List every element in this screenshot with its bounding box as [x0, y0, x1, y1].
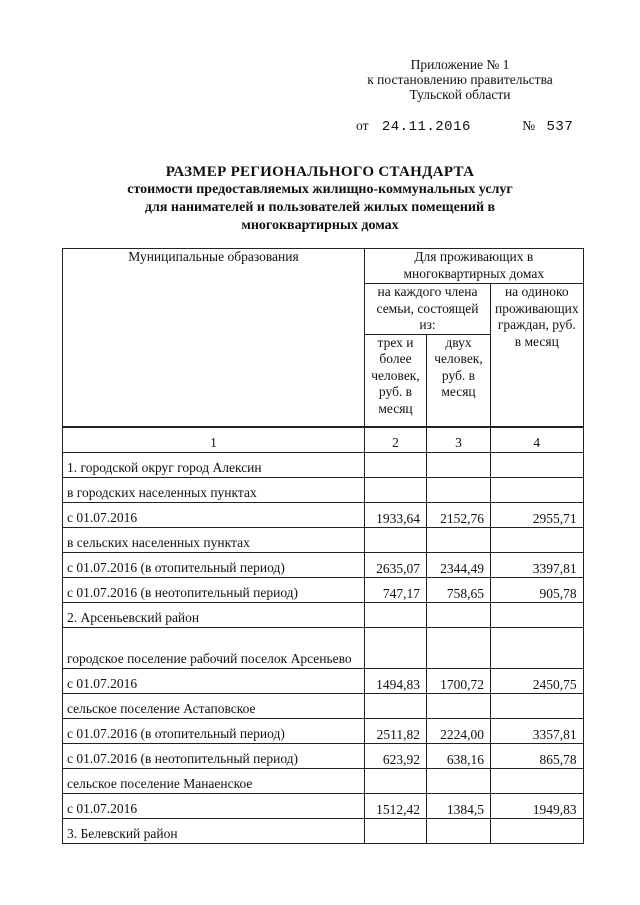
- value-three-plus: [365, 452, 427, 477]
- table-row: [63, 718, 584, 743]
- document-title: [100, 163, 540, 235]
- value-three-plus: [365, 768, 427, 793]
- row-label: в городских населенных пунктах: [63, 477, 365, 502]
- value-two: [427, 693, 491, 718]
- value-three-plus: 747,17: [365, 577, 427, 602]
- col-index-3: 3: [427, 427, 491, 452]
- resolution-date: 24.11.2016: [381, 119, 471, 135]
- value-two: [427, 627, 491, 668]
- value-single: [491, 768, 584, 793]
- row-label: с 01.07.2016 (в неотопительный период): [63, 577, 365, 602]
- table-row: [63, 452, 584, 477]
- row-label: с 01.07.2016 (в отопительный период): [63, 718, 365, 743]
- value-two: [427, 527, 491, 552]
- row-label: с 01.07.2016: [63, 668, 365, 693]
- value-single: [491, 527, 584, 552]
- row-label: в сельских населенных пунктах: [63, 527, 365, 552]
- date-prefix: от: [356, 118, 369, 133]
- value-two: 2224,00: [427, 718, 491, 743]
- value-single: 1949,83: [491, 793, 584, 818]
- title-main: РАЗМЕР РЕГИОНАЛЬНОГО СТАНДАРТА: [165, 164, 475, 180]
- table-row: [63, 818, 584, 843]
- col-index-4: 4: [491, 427, 584, 452]
- table-row: [63, 502, 584, 527]
- appendix-region: Тульской области: [409, 87, 511, 102]
- row-label: городское поселение рабочий поселок Арсеньево: [63, 627, 365, 668]
- table-row: [63, 527, 584, 552]
- value-two: 638,16: [427, 743, 491, 768]
- value-three-plus: 623,92: [365, 743, 427, 768]
- header-residing: Для проживающих в многоквартирных домах: [365, 249, 584, 284]
- appendix-block: [340, 57, 580, 102]
- value-two: [427, 477, 491, 502]
- value-three-plus: [365, 527, 427, 552]
- table-row: [63, 627, 584, 668]
- title-line-2: стоимости предоставляемых жилищно-коммунальных услуг: [127, 182, 513, 197]
- value-two: [427, 768, 491, 793]
- header-single: на одиноко проживающих граждан, руб. в месяц: [491, 284, 584, 428]
- resolution-dateline: [356, 118, 573, 135]
- row-label: 2. Арсеньевский район: [63, 602, 365, 627]
- col-index-1: 1: [63, 427, 365, 452]
- header-each-member: на каждого члена семьи, состоящей из:: [365, 284, 491, 335]
- value-single: [491, 627, 584, 668]
- value-two: 2344,49: [427, 552, 491, 577]
- value-single: [491, 818, 584, 843]
- table-row: [63, 577, 584, 602]
- value-two: [427, 818, 491, 843]
- value-single: [491, 693, 584, 718]
- value-single: 2450,75: [491, 668, 584, 693]
- header-two: двух человек, руб. в месяц: [427, 334, 491, 427]
- col-index-2: 2: [365, 427, 427, 452]
- row-label: с 01.07.2016 (в неотопительный период): [63, 743, 365, 768]
- title-line-4: многоквартирных домах: [241, 218, 399, 233]
- header-three-plus: трех и более человек, руб. в месяц: [365, 334, 427, 427]
- value-three-plus: [365, 693, 427, 718]
- value-single: 3357,81: [491, 718, 584, 743]
- table-row: [63, 602, 584, 627]
- title-line-3: для нанимателей и пользователей жилых помещений в: [144, 200, 496, 215]
- value-two: [427, 452, 491, 477]
- appendix-title: Приложение № 1: [410, 57, 510, 72]
- value-three-plus: 2511,82: [365, 718, 427, 743]
- row-label: с 01.07.2016 (в отопительный период): [63, 552, 365, 577]
- row-label: 1. городской округ город Алексин: [63, 452, 365, 477]
- table-row: [63, 552, 584, 577]
- header-municipal: Муниципальные образования: [63, 249, 365, 428]
- appendix-resolution: к постановлению правительства: [367, 72, 553, 87]
- table-row: [63, 668, 584, 693]
- value-three-plus: 2635,07: [365, 552, 427, 577]
- table-body: [63, 427, 584, 843]
- value-two: [427, 602, 491, 627]
- table-row: [63, 693, 584, 718]
- row-label: с 01.07.2016: [63, 502, 365, 527]
- value-single: [491, 602, 584, 627]
- table-row: [63, 743, 584, 768]
- value-three-plus: [365, 818, 427, 843]
- value-single: 905,78: [491, 577, 584, 602]
- value-two: 2152,76: [427, 502, 491, 527]
- row-label: сельское поселение Астаповское: [63, 693, 365, 718]
- value-two: 758,65: [427, 577, 491, 602]
- row-label: 3. Белевский район: [63, 818, 365, 843]
- value-single: 2955,71: [491, 502, 584, 527]
- value-single: 865,78: [491, 743, 584, 768]
- value-single: [491, 452, 584, 477]
- value-three-plus: [365, 602, 427, 627]
- tariff-table: [62, 248, 584, 844]
- value-three-plus: 1494,83: [365, 668, 427, 693]
- value-two: 1700,72: [427, 668, 491, 693]
- value-two: 1384,5: [427, 793, 491, 818]
- value-three-plus: [365, 627, 427, 668]
- row-label: сельское поселение Манаенское: [63, 768, 365, 793]
- table-row: [63, 768, 584, 793]
- value-three-plus: 1512,42: [365, 793, 427, 818]
- column-index-row: [63, 427, 584, 452]
- row-label: с 01.07.2016: [63, 793, 365, 818]
- value-single: 3397,81: [491, 552, 584, 577]
- table-row: [63, 477, 584, 502]
- value-single: [491, 477, 584, 502]
- value-three-plus: 1933,64: [365, 502, 427, 527]
- number-prefix: №: [522, 118, 536, 133]
- resolution-number: 537: [546, 119, 574, 135]
- table-row: [63, 793, 584, 818]
- value-three-plus: [365, 477, 427, 502]
